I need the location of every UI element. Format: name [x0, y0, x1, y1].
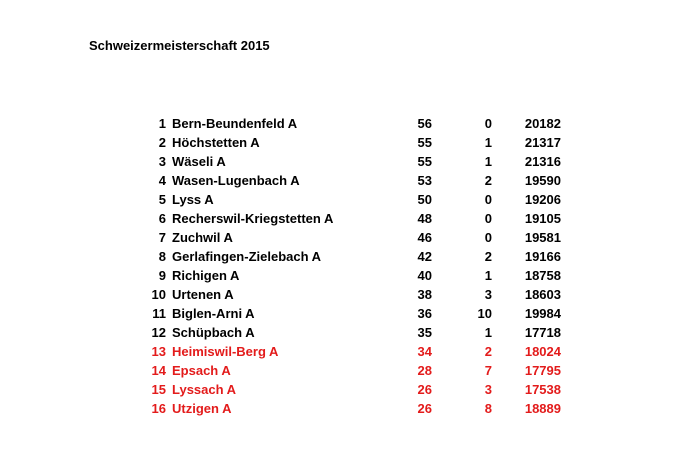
table-row: [140, 285, 561, 304]
page-title: Schweizermeisterschaft 2015: [89, 38, 270, 53]
second-value-cell: 1: [484, 135, 492, 150]
team-name-cell: Heimiswil-Berg A: [172, 344, 279, 359]
second-value-cell: 1: [484, 325, 492, 340]
score-cell: 18889: [524, 401, 561, 416]
second-value-cell: 1: [484, 268, 492, 283]
team-name-cell: Höchstetten A: [172, 135, 260, 150]
rank-cell: 6: [158, 211, 166, 226]
points-cell: 53: [417, 173, 432, 188]
points-cell: 42: [417, 249, 432, 264]
second-value-cell: 3: [484, 382, 492, 397]
rank-cell: 2: [158, 135, 166, 150]
points-cell: 46: [417, 230, 432, 245]
points-cell: 26: [417, 401, 432, 416]
second-value-cell: 10: [477, 306, 492, 321]
table-row: [140, 380, 561, 399]
points-cell: 34: [417, 344, 432, 359]
rank-cell: 7: [158, 230, 166, 245]
team-name-cell: Urtenen A: [172, 287, 234, 302]
rank-cell: 8: [158, 249, 166, 264]
second-value-cell: 3: [484, 287, 492, 302]
points-cell: 55: [417, 135, 432, 150]
team-name-cell: Biglen-Arni A: [172, 306, 255, 321]
score-cell: 19166: [524, 249, 561, 264]
table-row: [140, 304, 561, 323]
team-name-cell: Wäseli A: [172, 154, 226, 169]
table-row: [140, 209, 561, 228]
team-name-cell: Wasen-Lugenbach A: [172, 173, 300, 188]
table-row: [140, 190, 561, 209]
table-row: [140, 228, 561, 247]
rank-cell: 9: [158, 268, 166, 283]
rank-cell: 16: [151, 401, 166, 416]
rank-cell: 15: [151, 382, 166, 397]
score-cell: 19581: [524, 230, 561, 245]
score-cell: 17718: [524, 325, 561, 340]
standings-body: [140, 114, 561, 418]
table-row: [140, 342, 561, 361]
second-value-cell: 0: [484, 211, 492, 226]
team-name-cell: Gerlafingen-Zielebach A: [172, 249, 322, 264]
table-row: [140, 114, 561, 133]
rank-cell: 3: [158, 154, 166, 169]
team-name-cell: Recherswil-Kriegstetten A: [172, 211, 334, 226]
rank-cell: 10: [151, 287, 166, 302]
points-cell: 55: [417, 154, 432, 169]
rank-cell: 13: [151, 344, 166, 359]
table-row: [140, 323, 561, 342]
second-value-cell: 8: [484, 401, 492, 416]
rank-cell: 5: [158, 192, 166, 207]
score-cell: 19984: [524, 306, 561, 321]
team-name-cell: Epsach A: [172, 363, 231, 378]
score-cell: 18603: [524, 287, 561, 302]
score-cell: 19105: [524, 211, 561, 226]
table-row: [140, 247, 561, 266]
points-cell: 36: [417, 306, 432, 321]
rank-cell: 11: [152, 306, 166, 321]
second-value-cell: 2: [484, 173, 492, 188]
team-name-cell: Richigen A: [172, 268, 240, 283]
rank-cell: 4: [158, 173, 166, 188]
rank-cell: 14: [151, 363, 166, 378]
table-row: [140, 361, 561, 380]
score-cell: 21316: [524, 154, 561, 169]
rank-cell: 12: [151, 325, 166, 340]
points-cell: 28: [417, 363, 432, 378]
second-value-cell: 0: [484, 116, 492, 131]
table-row: [140, 171, 561, 190]
points-cell: 50: [417, 192, 432, 207]
points-cell: 38: [417, 287, 432, 302]
score-cell: 18758: [524, 268, 561, 283]
team-name-cell: Lyss A: [172, 192, 214, 207]
score-cell: 18024: [524, 344, 561, 359]
score-cell: 19206: [524, 192, 561, 207]
points-cell: 35: [417, 325, 432, 340]
second-value-cell: 2: [484, 249, 492, 264]
team-name-cell: Schüpbach A: [172, 325, 255, 340]
team-name-cell: Zuchwil A: [172, 230, 233, 245]
points-cell: 56: [417, 116, 432, 131]
team-name-cell: Bern-Beundenfeld A: [172, 116, 298, 131]
second-value-cell: 7: [484, 363, 492, 378]
second-value-cell: 1: [484, 154, 492, 169]
points-cell: 40: [417, 268, 432, 283]
table-row: [140, 399, 561, 418]
table-row: [140, 266, 561, 285]
score-cell: 17538: [524, 382, 561, 397]
score-cell: 21317: [524, 135, 561, 150]
score-cell: 17795: [524, 363, 561, 378]
points-cell: 48: [417, 211, 432, 226]
table-row: [140, 152, 561, 171]
score-cell: 19590: [524, 173, 561, 188]
table-row: [140, 133, 561, 152]
team-name-cell: Utzigen A: [172, 401, 232, 416]
second-value-cell: 0: [484, 192, 492, 207]
second-value-cell: 0: [484, 230, 492, 245]
standings-table: [140, 114, 561, 418]
second-value-cell: 2: [484, 344, 492, 359]
score-cell: 20182: [524, 116, 561, 131]
points-cell: 26: [417, 382, 432, 397]
rank-cell: 1: [158, 116, 166, 131]
team-name-cell: Lyssach A: [172, 382, 237, 397]
